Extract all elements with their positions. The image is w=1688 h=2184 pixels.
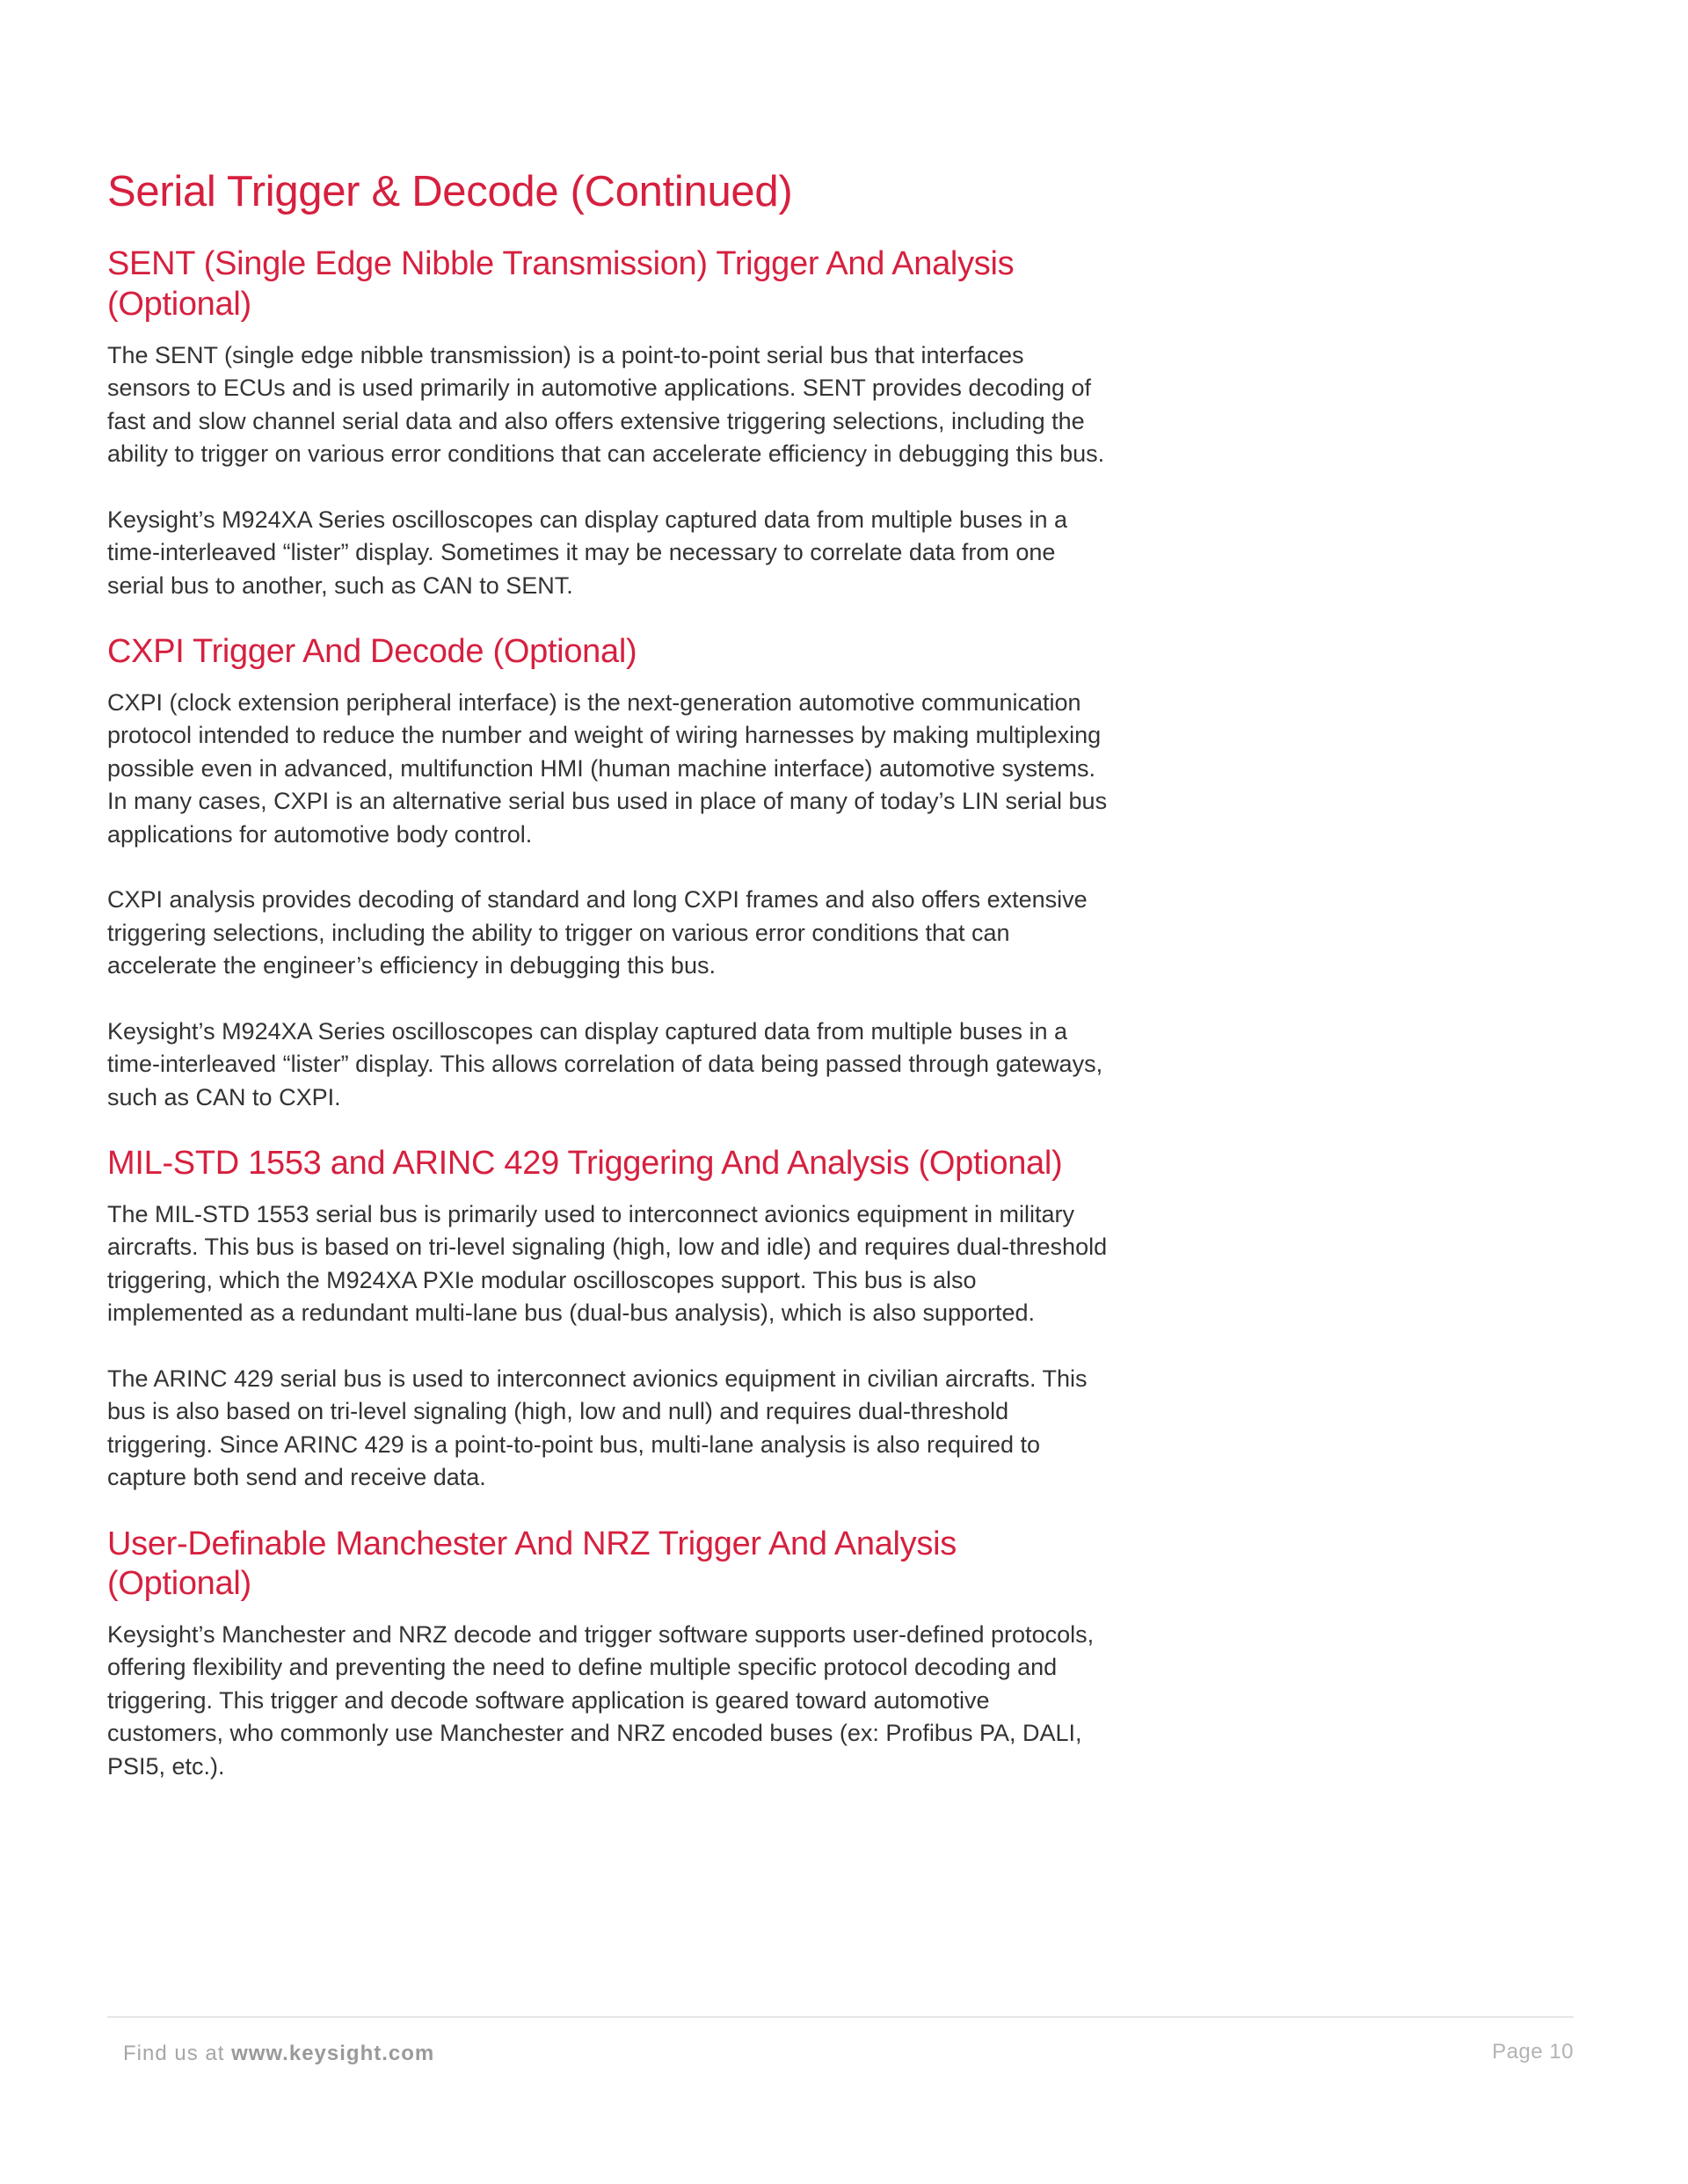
main-content bbox=[107, 167, 1110, 1813]
paragraph: CXPI (clock extension peripheral interface) is the next-generation automotive communication protocol intended to reduce the number and weight of wiring harnesses by making multiplexing possible even in advanced, multifunction HMI (human machine interface) automotive systems. In many cases, CXPI is an alternative serial bus used in place of many of today’s LIN serial bus applications for automotive body control. bbox=[107, 688, 1108, 848]
section-sent bbox=[107, 244, 1110, 602]
paragraph: The SENT (single edge nibble transmission) is a point-to-point serial bus that interfaces sensors to ECUs and is used primarily in automotive applications. SENT provides decoding of fast and slow channel serial data and also offers extensive triggering selections, including the ability to trigger on various error conditions that can accelerate efficiency in debugging this bus. bbox=[107, 341, 1105, 468]
paragraph: The MIL-STD 1553 serial bus is primarily used to interconnect avionics equipment in military aircrafts. This bus is based on tri-level signaling (high, low and idle) and requires dual-threshold triggering, which the M924XA PXIe modular oscilloscopes support. This bus is also implemented as a redundant multi-lane bus (dual-bus analysis), which is also supported. bbox=[107, 1200, 1108, 1327]
paragraph: The ARINC 429 serial bus is used to interconnect avionics equipment in civilian aircrafts. This bus is also based on tri-level signaling (high, low and null) and requires dual-threshold triggering. Since ARINC 429 is a point-to-point bus, multi-lane analysis is also required to capture both send and receive data. bbox=[107, 1365, 1088, 1491]
section-heading: SENT (Single Edge Nibble Transmission) Trigger And Analysis (Optional) bbox=[107, 245, 1015, 323]
section-heading: User-Definable Manchester And NRZ Trigger And Analysis (Optional) bbox=[107, 1525, 957, 1603]
page-number: Page 10 bbox=[1492, 2040, 1574, 2064]
section-heading: CXPI Trigger And Decode (Optional) bbox=[107, 633, 637, 671]
paragraph: CXPI analysis provides decoding of standard and long CXPI frames and also offers extensive triggering selections, including the ability to trigger on various error conditions that can accelerate the engineer’s efficiency in debugging this bus. bbox=[107, 886, 1088, 979]
paragraph: Keysight’s Manchester and NRZ decode and trigger software supports user-defined protocols, offering flexibility and preventing the need to define multiple specific protocol decoding and triggering. This trigger and decode software application is geared toward automotive customers, who commonly use Manchester and NRZ encoded buses (ex: Profibus PA, DALI, PSI5, etc.). bbox=[107, 1620, 1095, 1780]
section-mil-std-arinc bbox=[107, 1144, 1110, 1495]
section-cxpi bbox=[107, 632, 1110, 1114]
footer-find-us bbox=[123, 2042, 434, 2066]
section-manchester-nrz bbox=[107, 1525, 1110, 1784]
footer-divider bbox=[107, 2016, 1574, 2018]
footer-find-us-label: Find us at bbox=[123, 2042, 225, 2065]
paragraph: Keysight’s M924XA Series oscilloscopes can display captured data from multiple buses in a time-interleaved “lister” display. Sometimes it may be necessary to correlate data from one serial bus to another, such as CAN to SENT. bbox=[107, 506, 1068, 599]
footer-website-link[interactable]: www.keysight.com bbox=[231, 2042, 435, 2065]
section-heading: MIL-STD 1553 and ARINC 429 Triggering And Analysis (Optional) bbox=[107, 1145, 1063, 1183]
page-title: Serial Trigger & Decode (Continued) bbox=[107, 168, 793, 215]
paragraph: Keysight’s M924XA Series oscilloscopes can display captured data from multiple buses in a time-interleaved “lister” display. This allows correlation of data being passed through gateways, such as CAN to CXPI. bbox=[107, 1017, 1103, 1110]
